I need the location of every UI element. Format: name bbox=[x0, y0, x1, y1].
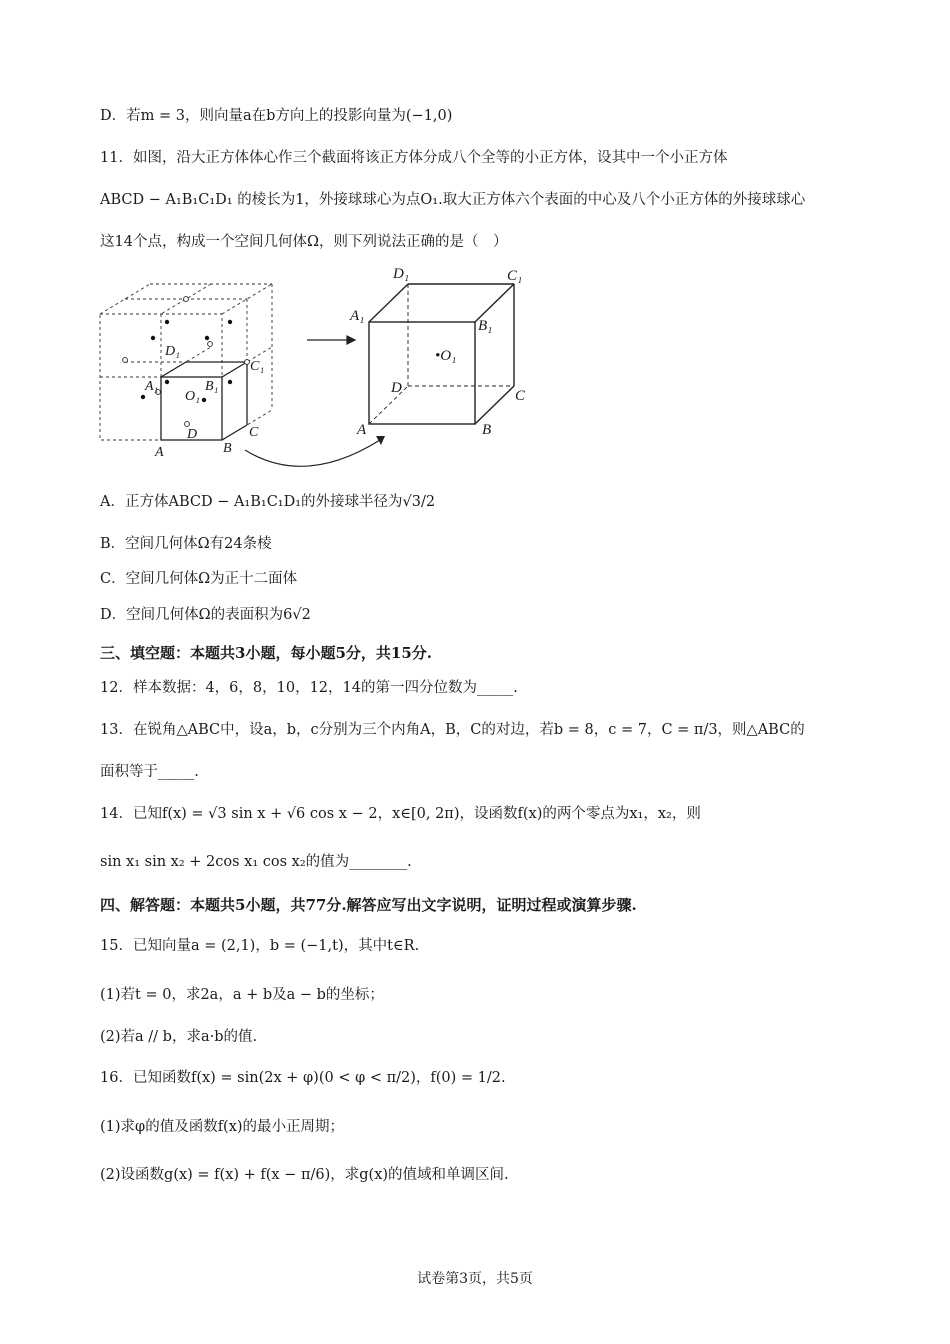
right-label-b1: B₁ bbox=[478, 318, 493, 334]
question-13-line2: 面积等于_____. bbox=[100, 764, 199, 780]
question-15: 15．已知向量a = (2,1)，b = (−1,t)，其中t∈R. bbox=[100, 938, 420, 954]
question-16-part1: (1)求φ的值及函数f(x)的最小正周期； bbox=[100, 1119, 345, 1135]
question-13-line1: 13．在锐角△ABC中，设a，b，c分别为三个内角A，B，C的对边，若b = 8，c = 7，C = π/3，则△ABC的 bbox=[100, 722, 805, 738]
cube-figure bbox=[95, 262, 535, 467]
option-a-q11: A．正方体ABCD − A₁B₁C₁D₁的外接球半径为√3/2 bbox=[100, 494, 436, 510]
right-label-c1: C₁ bbox=[507, 268, 523, 284]
left-label-b: B bbox=[223, 441, 232, 456]
arrow-icon bbox=[307, 336, 355, 344]
left-label-c: C bbox=[249, 425, 259, 440]
curved-arrow-icon bbox=[245, 440, 380, 466]
question-14-line1: 14．已知f(x) = √3 sin x + √6 cos x − 2，x∈[0, 2π)，设函数f(x)的两个零点为x₁，x₂，则 bbox=[100, 806, 701, 822]
option-d-q10: D．若m = 3，则向量a在b方向上的投影向量为(−1,0) bbox=[100, 108, 453, 124]
question-16-part2: (2)设函数g(x) = f(x) + f(x − π/6)，求g(x)的值域和单调区间. bbox=[100, 1167, 509, 1183]
question-15-part1: (1)若t = 0，求2a，a + b及a − b的坐标； bbox=[100, 987, 384, 1003]
left-label-a: A bbox=[155, 445, 164, 460]
question-16: 16．已知函数f(x) = sin(2x + φ)(0 < φ < π/2)，f(0) = 1/2. bbox=[100, 1070, 506, 1086]
left-label-c1: C₁ bbox=[250, 359, 265, 374]
right-label-d: D bbox=[391, 380, 402, 396]
right-label-b: B bbox=[482, 422, 492, 438]
question-11-line3: 这14个点，构成一个空间几何体Ω，则下列说法正确的是（ ） bbox=[100, 234, 508, 250]
question-11-line2: ABCD − A₁B₁C₁D₁ 的棱长为1，外接球球心为点O₁.取大正方体六个表面的中心及八个小正方体的外接球球心 bbox=[100, 192, 806, 208]
option-b-q11: B．空间几何体Ω有24条棱 bbox=[100, 536, 272, 552]
right-label-o1: •O₁ bbox=[435, 348, 457, 364]
left-label-b1: B₁ bbox=[205, 379, 219, 394]
left-label-d1: D₁ bbox=[165, 344, 180, 359]
question-15-part2: (2)若a // b，求a·b的值. bbox=[100, 1029, 258, 1045]
question-11-line1: 11．如图，沿大正方体体心作三个截面将该正方体分成八个全等的小正方体，设其中一个小正方体 bbox=[100, 150, 728, 166]
section-4-heading: 四、解答题：本题共5小题，共77分.解答应写出文字说明，证明过程或演算步骤. bbox=[100, 896, 637, 914]
right-label-c: C bbox=[515, 388, 526, 404]
question-12: 12．样本数据：4，6，8，10，12，14的第一四分位数为_____. bbox=[100, 680, 518, 696]
section-3-heading: 三、填空题：本题共3小题，每小题5分，共15分. bbox=[100, 644, 432, 662]
question-14-line2: sin x₁ sin x₂ + 2cos x₁ cos x₂的值为________. bbox=[100, 854, 412, 870]
right-label-a: A bbox=[357, 422, 367, 438]
option-d-q11: D．空间几何体Ω的表面积为6√2 bbox=[100, 607, 311, 623]
option-c-q11: C．空间几何体Ω为正十二面体 bbox=[100, 571, 298, 587]
right-label-d1: D₁ bbox=[393, 266, 410, 282]
left-label-o1: O₁ bbox=[185, 389, 200, 404]
left-label-a1: A₁ bbox=[145, 379, 159, 394]
left-label-d: D bbox=[187, 427, 198, 442]
page-footer: 试卷第3页，共5页 bbox=[417, 1271, 533, 1287]
right-label-a1: A₁ bbox=[350, 308, 365, 324]
